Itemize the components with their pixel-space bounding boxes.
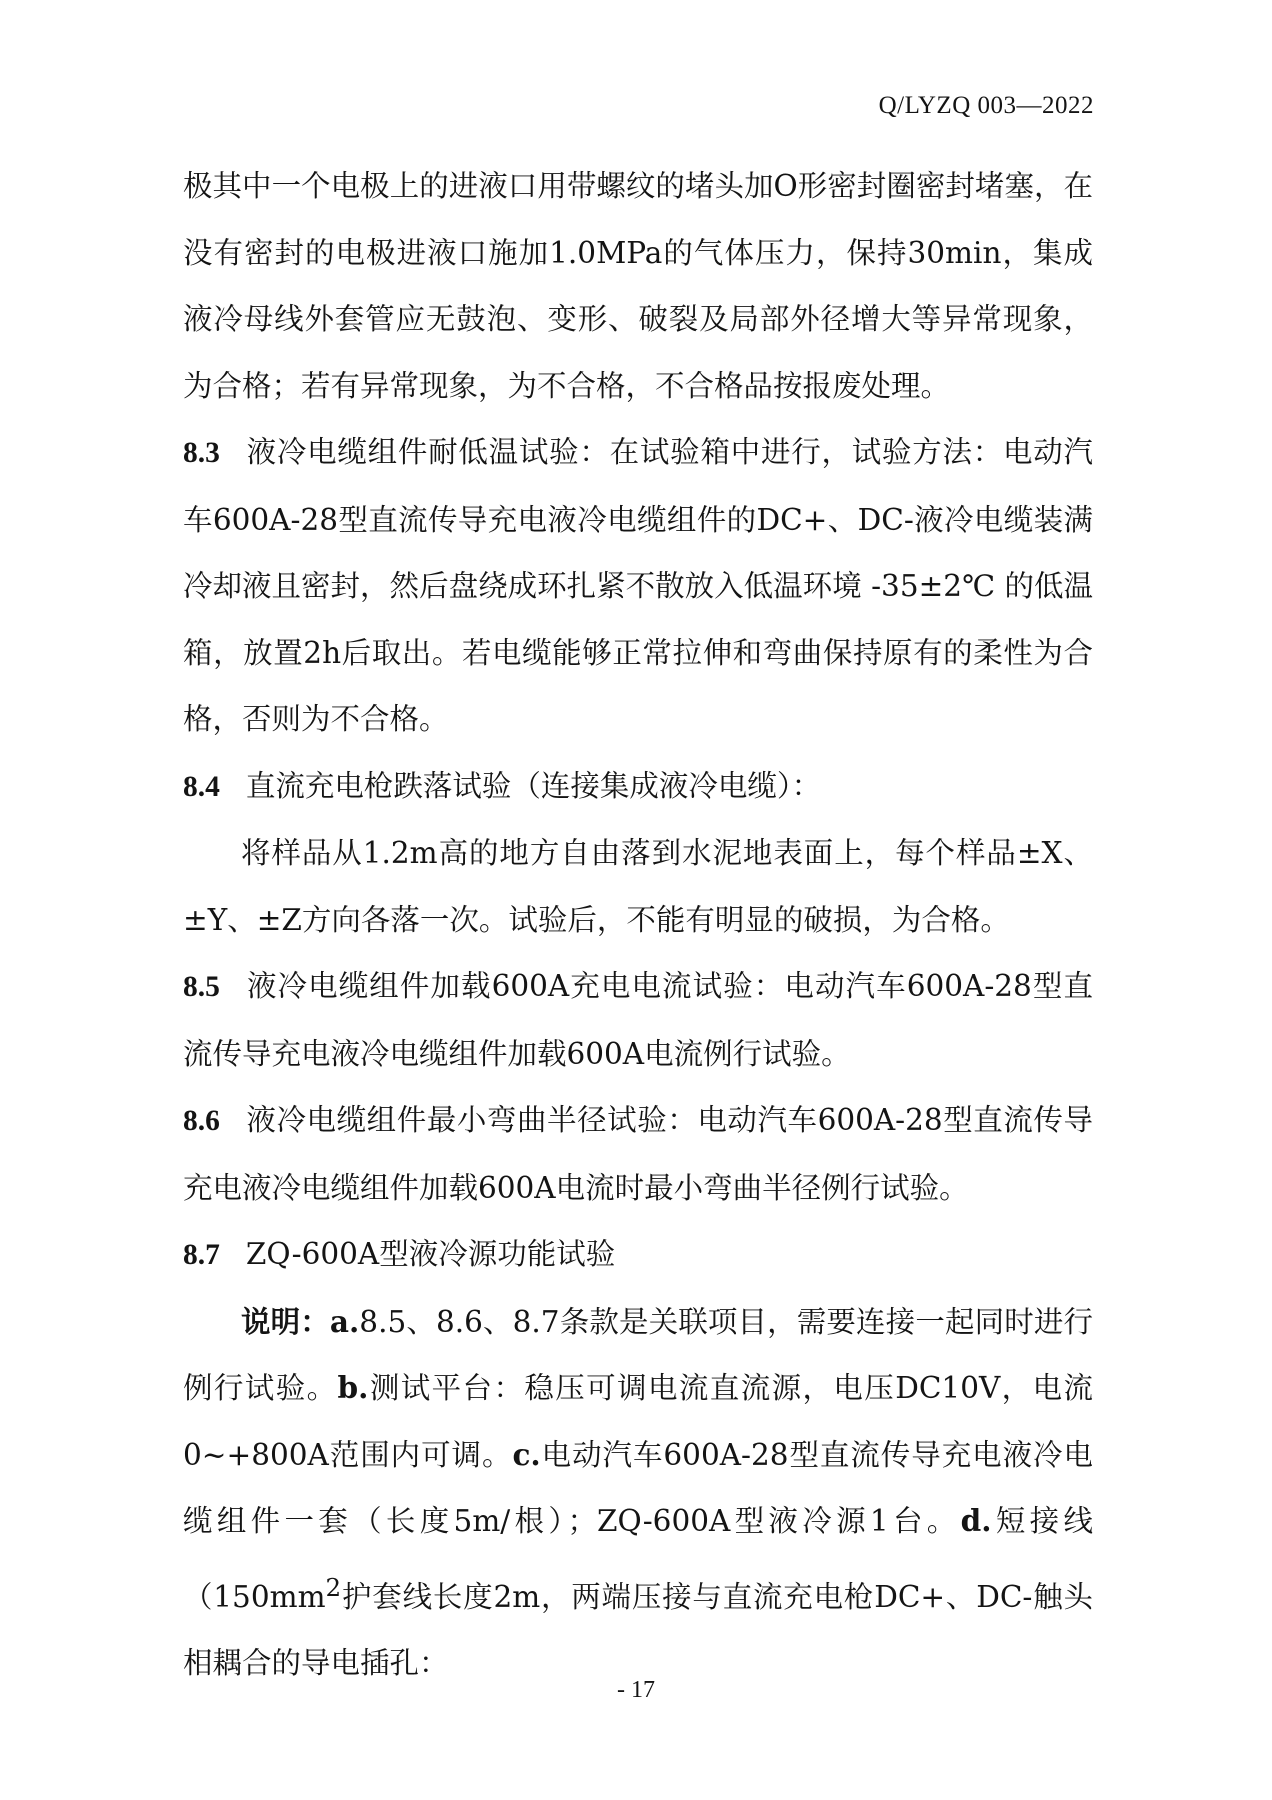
note-a-text: 8.5、8.6、8.7条款是关联项目，需要连接一起同时进行例行试验。 <box>183 1304 1093 1405</box>
note-b-label: b. <box>337 1370 369 1405</box>
section-number: 8.5 <box>183 971 220 1003</box>
section-text: ZQ-600A型液冷源功能试验 <box>245 1237 616 1271</box>
note-c-text: 电动汽车600A-28型直流传导充电液冷电缆组件一套（长度5m/根）；ZQ-600A型液冷源1台。 <box>183 1437 1093 1538</box>
section-8-4 <box>183 753 1093 821</box>
section-text: 液冷电缆组件加载600A充电电流试验：电动汽车600A-28型直流传导充电液冷电缆组件加载600A电流例行试验。 <box>183 969 1093 1071</box>
page-number: - 17 <box>617 1677 655 1703</box>
note-d-label: d. <box>960 1503 992 1538</box>
section-number: 8.6 <box>183 1105 220 1137</box>
section-text: 液冷电缆组件耐低温试验：在试验箱中进行，试验方法：电动汽车600A-28型直流传导充电液冷电缆组件的DC+、DC-液冷电缆装满冷却液且密封，然后盘绕成环扎紧不散放入低温环境 -35±2℃ 的低温箱，放置2h后取出。若电缆能够正常拉伸和弯曲保持原有的柔性为合格，否则为不合格。 <box>183 435 1093 736</box>
section-text: 直流充电枪跌落试验（连接集成液冷电缆）： <box>245 768 822 803</box>
note-d-text-1: 短接线（150mm <box>183 1504 1093 1614</box>
note-paragraph <box>183 1289 1093 1697</box>
doc-code-header: Q/LYZQ 003—2022 <box>878 92 1094 119</box>
document-body <box>183 153 1093 1696</box>
section-text: 液冷电缆组件最小弯曲半径试验：电动汽车600A-28型直流传导充电液冷电缆组件加载600A电流时最小弯曲半径例行试验。 <box>183 1103 1093 1205</box>
note-d-superscript: 2 <box>325 1572 342 1602</box>
section-number: 8.3 <box>183 437 220 469</box>
section-8-3 <box>183 419 1093 753</box>
note-a-label: a. <box>329 1303 360 1339</box>
intro-paragraph: 极其中一个电极上的进液口用带螺纹的堵头加O形密封圈密封堵塞，在没有密封的电极进液口施加1.0MPa的气体压力，保持30min，集成液冷母线外套管应无鼓泡、变形、破裂及局部外径增大等异常现象，为合格；若有异常现象，为不合格，不合格品按报废处理。 <box>183 169 1093 403</box>
section-number: 8.7 <box>183 1239 220 1271</box>
note-d-text-2: 护套线长度2m，两端压接与直流充电枪DC+、DC-触头相耦合的导电插孔： <box>183 1579 1093 1680</box>
section-number: 8.4 <box>183 770 220 803</box>
section-8-4-body: 将样品从1.2m高的地方自由落到水泥地表面上，每个样品±X、±Y、±Z方向各落一次。试验后，不能有明显的破损，为合格。 <box>183 836 1093 937</box>
note-b-text: 测试平台：稳压可调电流直流源，电压DC10V，电流0~+800A范围内可调。 <box>183 1371 1093 1472</box>
section-8-7 <box>183 1221 1093 1289</box>
section-8-6 <box>183 1087 1093 1221</box>
section-8-5 <box>183 953 1093 1087</box>
note-label: 说明： <box>241 1303 330 1339</box>
note-c-label: c. <box>512 1436 541 1472</box>
